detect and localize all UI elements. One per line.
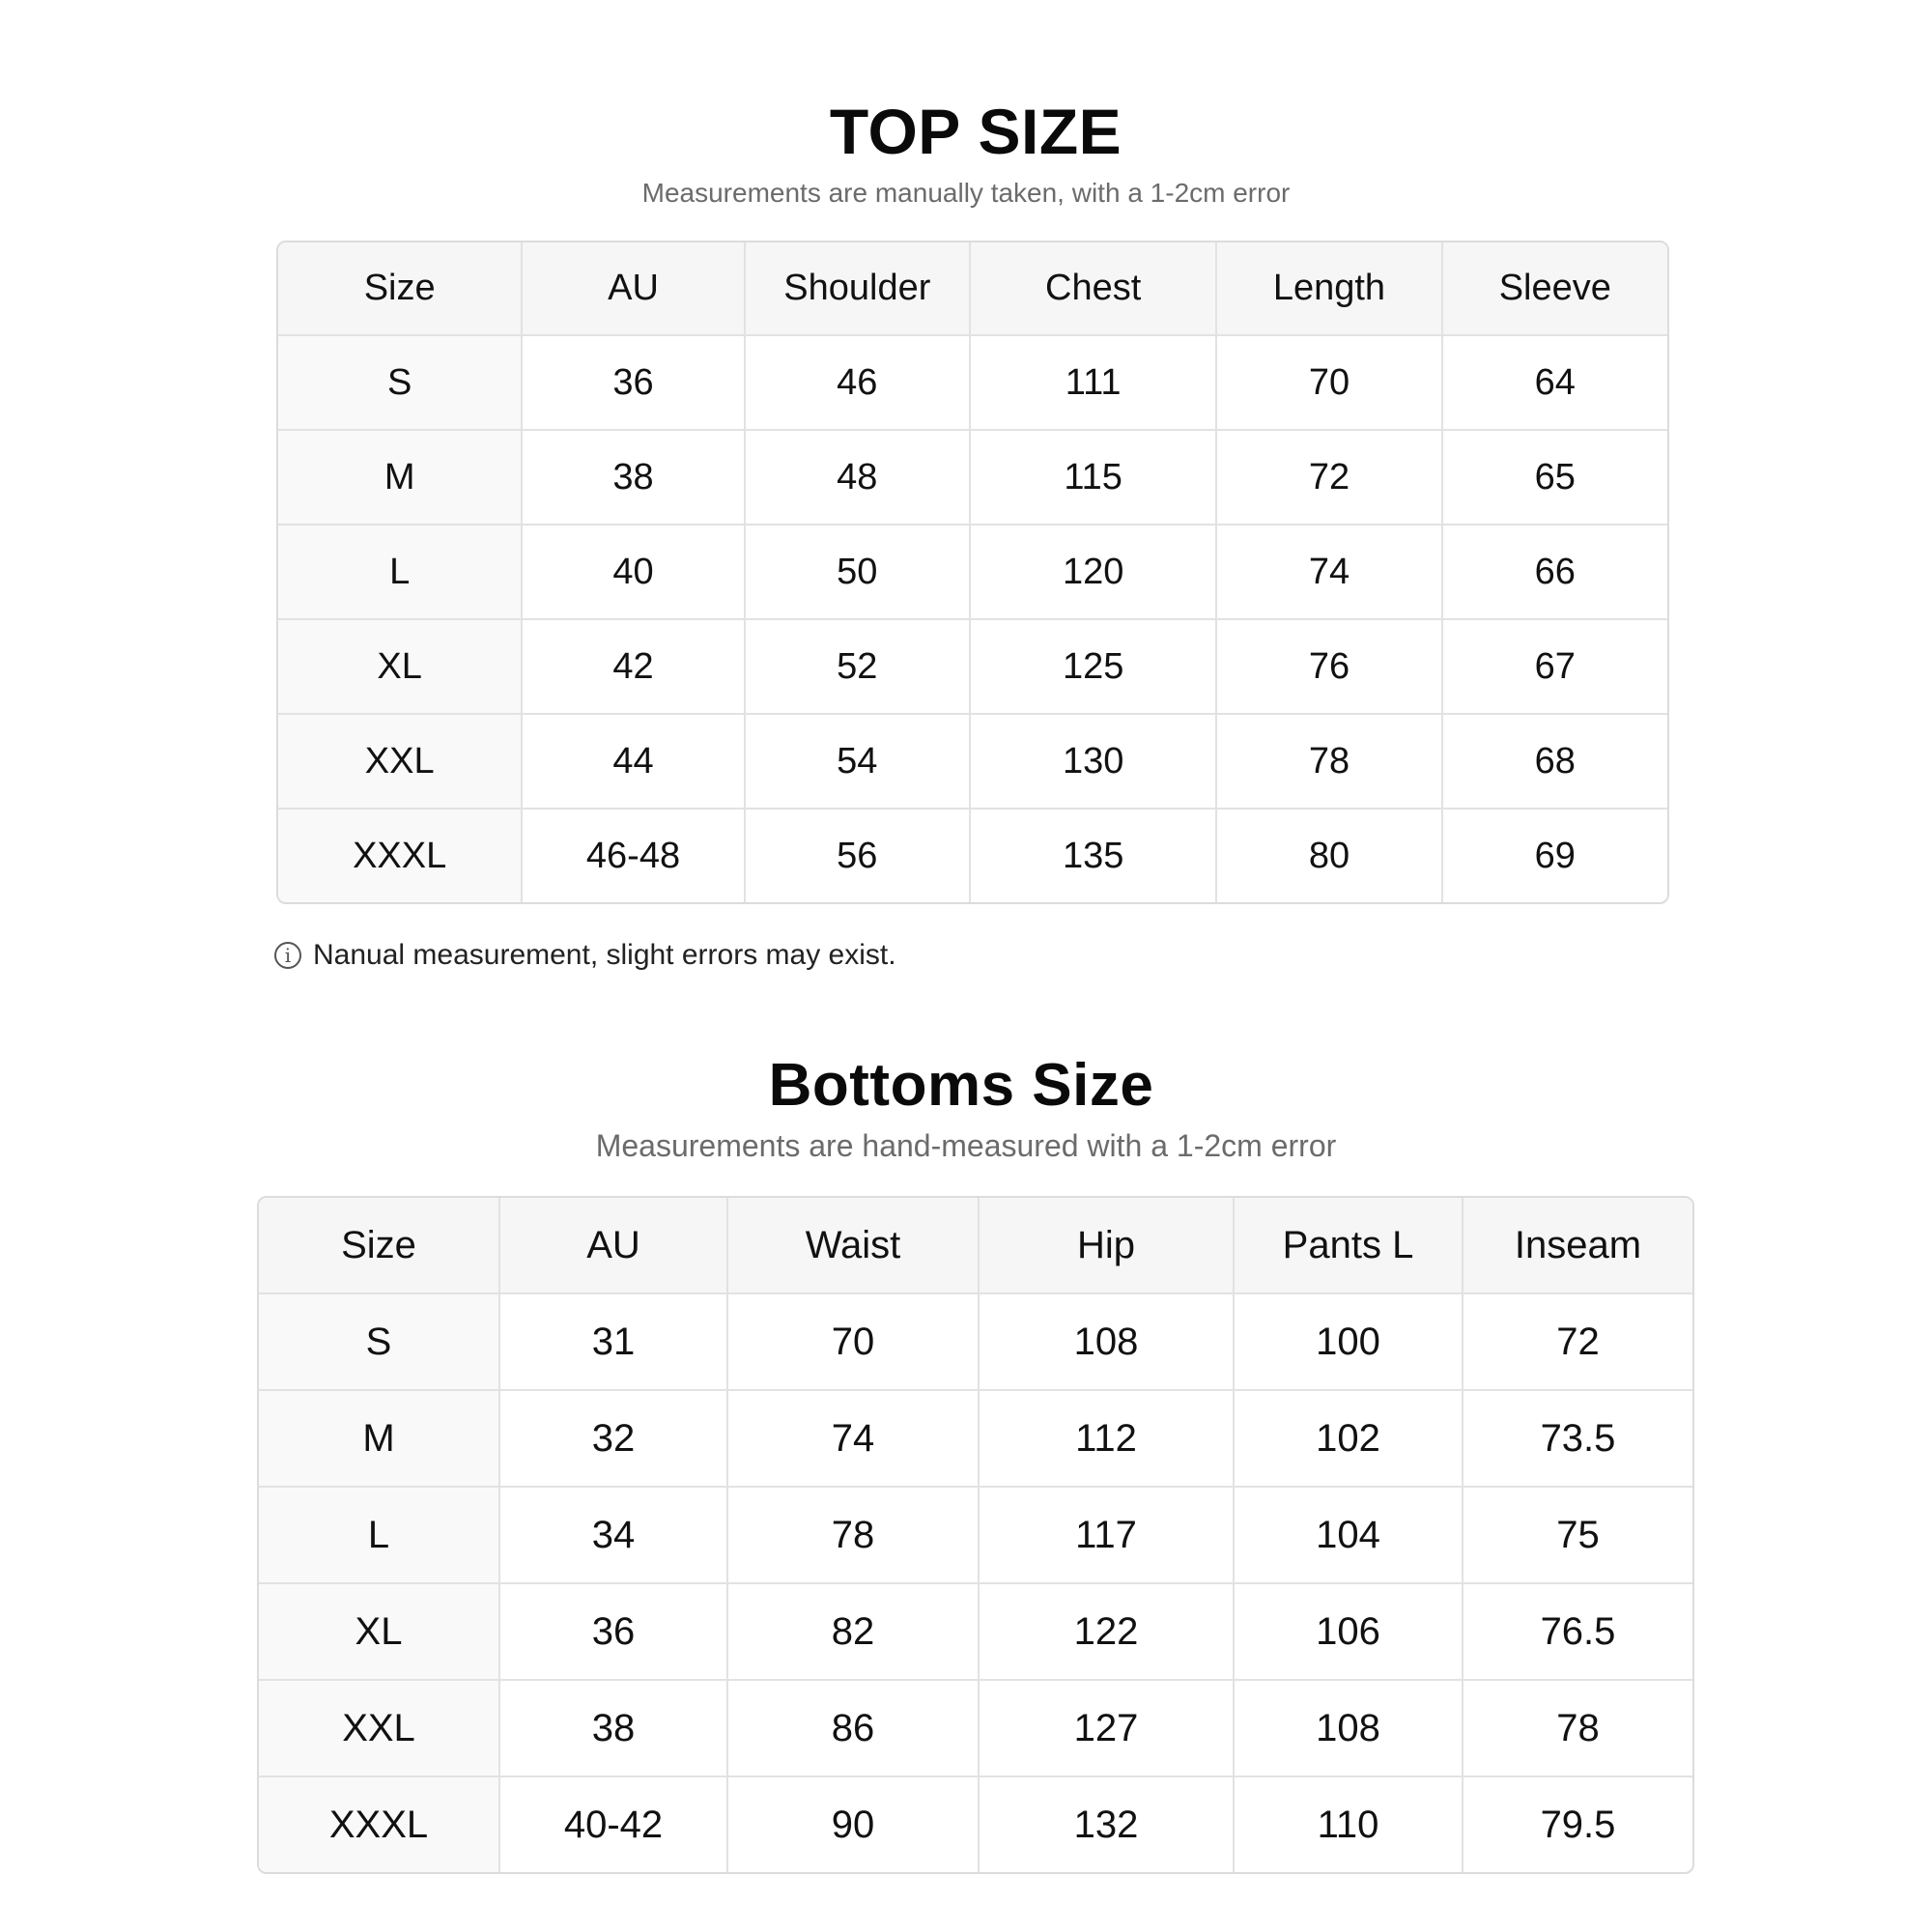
- table-cell: 31: [500, 1294, 728, 1391]
- table-cell: 75: [1463, 1488, 1692, 1584]
- column-header: Sleeve: [1443, 242, 1667, 336]
- table-cell: 38: [523, 431, 745, 526]
- size-cell: XXL: [278, 715, 523, 810]
- table-row: [259, 1681, 1692, 1777]
- table-cell: 42: [523, 620, 745, 715]
- table-cell: 76.5: [1463, 1584, 1692, 1681]
- table-cell: 73.5: [1463, 1391, 1692, 1488]
- table-row: [278, 810, 1667, 902]
- table-cell: 34: [500, 1488, 728, 1584]
- table-header-row: [278, 242, 1667, 336]
- table-cell: 68: [1443, 715, 1667, 810]
- bottoms-size-table: [257, 1196, 1694, 1874]
- size-cell: S: [278, 336, 523, 431]
- table-cell: 65: [1443, 431, 1667, 526]
- table-cell: 46-48: [523, 810, 745, 902]
- table-cell: 36: [500, 1584, 728, 1681]
- table-cell: 112: [980, 1391, 1235, 1488]
- column-header: AU: [523, 242, 745, 336]
- table-cell: 127: [980, 1681, 1235, 1777]
- table-row: [259, 1584, 1692, 1681]
- table-cell: 74: [1217, 526, 1442, 620]
- table-cell: 106: [1235, 1584, 1463, 1681]
- table-cell: 72: [1463, 1294, 1692, 1391]
- column-header: Hip: [980, 1198, 1235, 1294]
- table-cell: 130: [971, 715, 1217, 810]
- table-cell: 66: [1443, 526, 1667, 620]
- table-cell: 70: [1217, 336, 1442, 431]
- table-cell: 108: [980, 1294, 1235, 1391]
- table-cell: 79.5: [1540, 1803, 1616, 1846]
- info-icon: i: [274, 942, 301, 969]
- top-size-title: TOP SIZE: [829, 96, 1122, 167]
- table-cell: 40-42: [500, 1777, 728, 1872]
- column-header: Length: [1217, 242, 1442, 336]
- table-cell: 86: [728, 1681, 980, 1777]
- table-row: [278, 526, 1667, 620]
- table-cell: 36: [523, 336, 745, 431]
- size-cell: L: [259, 1488, 500, 1584]
- table-cell: 111: [971, 336, 1217, 431]
- table-cell: 110: [1235, 1777, 1463, 1872]
- table-row: [278, 336, 1667, 431]
- measurement-note-text: Nanual measurement, slight errors may exist.: [313, 939, 896, 971]
- table-cell: 104: [1235, 1488, 1463, 1584]
- table-cell: 117: [980, 1488, 1235, 1584]
- size-cell: XXXL: [278, 810, 523, 902]
- table-cell: 135: [971, 810, 1217, 902]
- table-cell: 122: [980, 1584, 1235, 1681]
- size-cell: M: [278, 431, 523, 526]
- table-cell: 115: [971, 431, 1217, 526]
- table-cell: 102: [1235, 1391, 1463, 1488]
- table-cell: 56: [746, 810, 971, 902]
- size-cell: XXXL: [259, 1777, 500, 1872]
- column-header: Size: [259, 1198, 500, 1294]
- table-cell: 132: [980, 1777, 1235, 1872]
- table-cell: 50: [746, 526, 971, 620]
- table-cell: 69: [1534, 835, 1576, 876]
- table-cell: 120: [971, 526, 1217, 620]
- table-cell: 100: [1235, 1294, 1463, 1391]
- table-cell: 38: [500, 1681, 728, 1777]
- table-cell: 74: [728, 1391, 980, 1488]
- table-cell: 108: [1235, 1681, 1463, 1777]
- size-cell: L: [278, 526, 523, 620]
- table-cell: 67: [1443, 620, 1667, 715]
- table-cell: 54: [746, 715, 971, 810]
- table-cell: 82: [728, 1584, 980, 1681]
- top-size-table: [276, 241, 1669, 904]
- column-header: Size: [278, 242, 523, 336]
- table-row: [259, 1777, 1692, 1872]
- table-row: [278, 431, 1667, 526]
- column-header: Shoulder: [746, 242, 971, 336]
- size-cell: XXL: [259, 1681, 500, 1777]
- table-cell: 44: [523, 715, 745, 810]
- table-cell: 70: [728, 1294, 980, 1391]
- table-cell: 90: [728, 1777, 980, 1872]
- column-header: Inseam: [1463, 1198, 1692, 1294]
- column-header: Chest: [971, 242, 1217, 336]
- table-cell: 32: [500, 1391, 728, 1488]
- table-cell: 76: [1217, 620, 1442, 715]
- column-header: Pants L: [1235, 1198, 1463, 1294]
- table-cell: 80: [1217, 810, 1442, 902]
- table-row: [278, 620, 1667, 715]
- bottoms-size-subtitle: Measurements are hand-measured with a 1-2cm error: [595, 1128, 1337, 1163]
- column-header: AU: [500, 1198, 728, 1294]
- size-cell: S: [259, 1294, 500, 1391]
- measurement-note: [274, 939, 896, 972]
- top-size-subtitle: Measurements are manually taken, with a 1-2cm error: [641, 178, 1291, 208]
- size-cell: M: [259, 1391, 500, 1488]
- table-row: [278, 715, 1667, 810]
- table-cell: 72: [1217, 431, 1442, 526]
- table-cell: 78: [1217, 715, 1442, 810]
- table-cell: 40: [523, 526, 745, 620]
- bottoms-size-title: Bottoms Size: [768, 1052, 1154, 1119]
- table-cell: 64: [1443, 336, 1667, 431]
- table-cell: 78: [728, 1488, 980, 1584]
- table-row: [259, 1294, 1692, 1391]
- table-cell: 78: [1463, 1681, 1692, 1777]
- table-cell: 46: [746, 336, 971, 431]
- table-row: [259, 1488, 1692, 1584]
- table-cell: 125: [971, 620, 1217, 715]
- table-header-row: [259, 1198, 1692, 1294]
- table-cell: 52: [746, 620, 971, 715]
- table-row: [259, 1391, 1692, 1488]
- table-cell: 48: [746, 431, 971, 526]
- size-cell: XL: [259, 1584, 500, 1681]
- size-cell: XL: [278, 620, 523, 715]
- column-header: Waist: [728, 1198, 980, 1294]
